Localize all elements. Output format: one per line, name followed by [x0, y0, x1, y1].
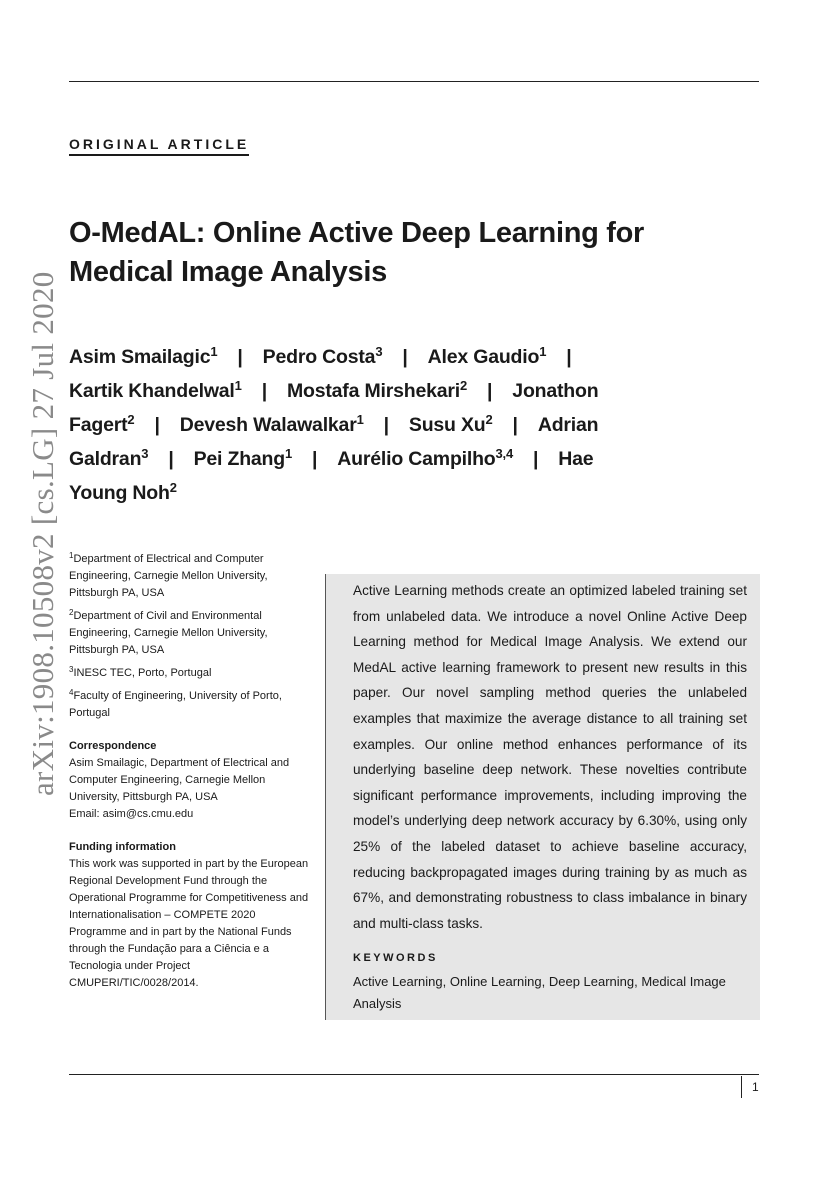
author-separator: | [312, 448, 318, 470]
author: Devesh Walawalkar$^1$ [179, 412, 364, 436]
title-line-1: O-MedAL: Online Active Deep Learning for [69, 217, 645, 249]
author: Pedro Costa$^3$ [262, 344, 383, 368]
title-line-2: Medical Image Analysis [69, 256, 387, 288]
author-separator: | [383, 414, 389, 436]
author-list [69, 340, 629, 510]
bottom-rule [69, 1074, 759, 1075]
author: Kartik Khandelwal$^1$ [69, 378, 242, 402]
author: Asim Smailagic$^1$ [69, 344, 218, 368]
funding-text: This work was supported in part by the European Regional Development Fund through the Operational Programme for Competitiveness and Internationalisation – COMPETE 2020 Programme and in part by the National Funds through the Fundação para a Ciência e a Tecnologia under Project CMUPERI/TIC/0028/2014. [69, 858, 309, 989]
author-separator: | [154, 414, 160, 436]
author-separator: | [533, 448, 539, 470]
author-separator: | [487, 380, 493, 402]
correspondence-email: Email: asim@cs.cmu.edu [69, 808, 194, 820]
author-separator: | [168, 448, 174, 470]
author-line [69, 374, 629, 408]
affiliation: $^2$Department of Civil and Environmental Engineering, Carnegie Mellon University, Pittsburgh PA, USA [69, 608, 268, 656]
author-line [69, 476, 629, 510]
author: Galdran$^3$ [69, 446, 149, 470]
abstract-text: Active Learning methods create an optimized labeled training set from unlabeled data. We introduce a novel Online Active Deep Learning method for Medical Image Analysis. We extend our MedAL active learning framework to present new results in this paper. Our novel sampling method queries the unlabeled examples that maximize the average distance to all training set examples. Our online method enhances performance of its underlying baseline deep network. These novelties contribute significant performance improvements, including improving the model’s underlying deep network accuracy by 6.30%, using only 25% of the labeled dataset to achieve baseline accuracy, reducing backpropagated images during training by as much as 67%, and demonstrating robustness to class imbalance in binary and multi-class tasks. [353, 583, 747, 931]
correspondence-text: Asim Smailagic, Department of Electrical and Computer Engineering, Carnegie Mellon University, Pittsburgh PA, USA [69, 757, 290, 803]
author: Alex Gaudio$^1$ [427, 344, 547, 368]
sidebar-column [69, 551, 309, 992]
correspondence-heading: Correspondence [69, 740, 157, 752]
author-separator: | [566, 346, 572, 368]
affiliation: $^1$Department of Electrical and Computer Engineering, Carnegie Mellon University, Pittsburgh PA, USA [69, 551, 268, 599]
author-line [69, 442, 629, 476]
affiliation: $^3$INESC TEC, Porto, Portugal [69, 665, 212, 679]
abstract-box [325, 574, 760, 1020]
author: Pei Zhang$^1$ [193, 446, 293, 470]
author: Fagert$^2$ [69, 412, 135, 436]
arxiv-stamp: arXiv:1908.10508v2 [cs.LG] 27 Jul 2020 [25, 271, 60, 796]
author: Hae [558, 448, 594, 470]
author-separator: | [402, 346, 408, 368]
affiliation: $^4$Faculty of Engineering, University of Porto, Portugal [69, 688, 282, 719]
author: Adrian [537, 414, 599, 436]
author-line [69, 408, 629, 442]
author: Jonathon [512, 380, 599, 402]
keywords-text: Active Learning, Online Learning, Deep Learning, Medical Image Analysis [353, 974, 726, 1011]
page-number: 1 [752, 1080, 759, 1094]
keywords-heading: KEYWORDS [353, 952, 438, 964]
paper-title [69, 214, 709, 292]
author-line [69, 340, 629, 374]
top-rule [69, 81, 759, 82]
author: Mostafa Mirshekari$^2$ [286, 378, 468, 402]
author-separator: | [512, 414, 518, 436]
author: Young Noh$^2$ [69, 480, 177, 504]
author-separator: | [261, 380, 267, 402]
author: Susu Xu$^2$ [408, 412, 493, 436]
article-type-label: ORIGINAL ARTICLE [69, 136, 249, 156]
author-separator: | [237, 346, 243, 368]
author: Aurélio Campilho$^{3,4}$ [337, 446, 513, 470]
funding-heading: Funding information [69, 841, 176, 853]
